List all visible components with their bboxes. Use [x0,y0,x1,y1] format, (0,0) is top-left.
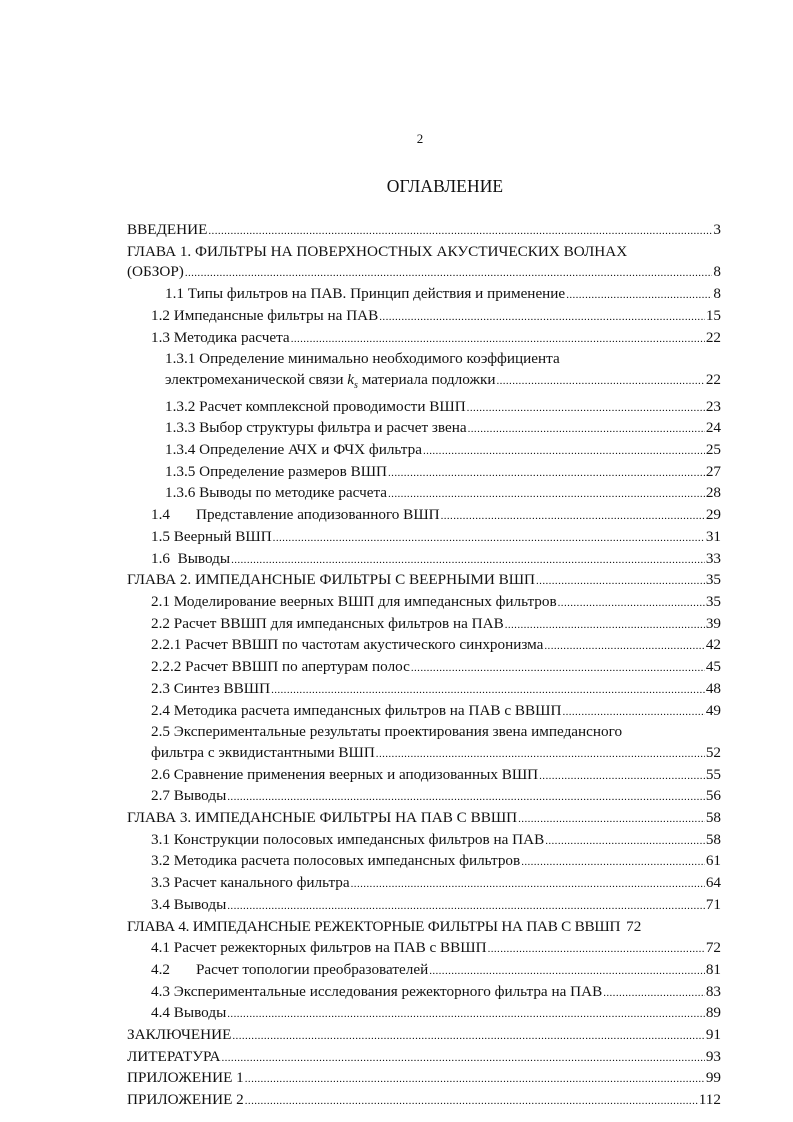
toc-entry-2-3[interactable] [127,679,721,701]
dot-leader [227,896,705,917]
toc-entry-page: 52 [705,743,721,761]
toc-entry-chapter-1[interactable] [127,262,721,284]
dot-leader [232,1026,704,1047]
toc-entry-page: 27 [705,462,721,480]
dot-leader [566,285,712,306]
toc-entry-label: 2.4 Методика расчета импедансных фильтров на ПАВ с ВВШП [151,701,562,719]
toc-entry-2-5-line1: 2.5 Экспериментальные результаты проектирования звена импедансного [151,723,623,741]
toc-entry-1-4[interactable] [127,505,721,527]
toc-entry-4-2[interactable] [127,960,721,982]
toc-entry-1-3-5[interactable] [127,462,721,484]
toc-entry-page: 22 [705,370,721,388]
toc-entry-1-3-6[interactable] [127,483,721,505]
dot-leader [558,593,705,614]
toc-entry-references[interactable] [127,1047,721,1069]
dot-leader [245,1069,705,1090]
dot-leader [227,787,705,808]
toc-entry-4-4[interactable] [127,1003,721,1025]
dot-leader [518,809,705,830]
toc-entry-page: 28 [705,484,721,502]
toc-entry-label: 3.4 Выводы [151,895,227,913]
toc-entry-label: 2.2.2 Расчет ВВШП по апертурам полос [151,658,410,676]
toc-entry-label: ПРИЛОЖЕНИЕ 2 [127,1091,244,1109]
toc-entry-label: 3.3 Расчет канального фильтра [151,874,350,892]
toc-entry-page: 24 [705,419,721,437]
dot-leader [603,983,705,1004]
toc-entry-page: 22 [705,328,721,346]
toc-entry-page: 39 [705,614,721,632]
toc-entry-label: 3.1 Конструкции полосовых импедансных фильтров на ПАВ [151,830,545,848]
toc-entry-page: 3 [713,221,721,238]
toc-entry-conclusion[interactable] [127,1025,721,1047]
toc-entry-4-1[interactable] [127,938,721,960]
toc-entry-label: 1.3.3 Выбор структуры фильтра и расчет звена [165,419,467,437]
toc-entry-1-5[interactable] [127,527,721,549]
toc-entry-2-4[interactable] [127,701,721,723]
toc-entry-page: 31 [705,527,721,545]
dot-leader [291,329,705,350]
toc-entry-2-6[interactable] [127,765,721,787]
toc-entry-label: 1.3.5 Определение размеров ВШП [165,462,388,480]
label-pre: электромеханической связи [165,370,344,388]
toc-entry-label: 1.3.6 Выводы по методике расчета [165,484,388,502]
toc-entry-label: 1.3 Методика расчета [151,328,290,346]
toc-entry-page: 35 [705,592,721,610]
toc-entry-label: ЛИТЕРАТУРА [127,1047,221,1065]
toc-entry-page: 81 [705,960,721,978]
toc-title: ОГЛАВЛЕНИЕ [386,176,504,196]
dot-leader [429,961,705,982]
dot-leader [231,550,705,571]
toc-entry-label: 2.3 Синтез ВВШП [151,679,271,697]
dot-leader [388,463,705,484]
toc-entry-page: 8 [713,263,721,281]
toc-entry-2-2-2[interactable] [127,657,721,679]
toc-entry-label: 4.4 Выводы [151,1004,227,1022]
toc-entry-page: 71 [705,895,721,913]
toc-entry-label: (ОБЗОР) [127,263,184,281]
toc-entry-page: 58 [705,830,721,848]
toc-entry-2-2-1[interactable] [127,635,721,657]
dot-leader [488,939,705,960]
dot-leader [185,263,713,284]
label-post: материала подложки [361,370,496,388]
toc-entry-page: 23 [705,397,721,415]
toc-entry-appendix-1[interactable] [127,1068,721,1090]
toc-entry-page: 45 [705,658,721,676]
dot-leader [505,615,705,636]
toc-entry-page: 72 [626,917,642,935]
toc-entry-1-3-1[interactable] [127,370,721,397]
dot-leader [273,528,705,549]
dot-leader [376,744,705,765]
toc-entry-page: 61 [705,852,721,870]
toc-entry-chapter-3[interactable] [127,808,721,830]
toc-entry-1-3-2[interactable] [127,397,721,419]
toc-entry-page: 91 [705,1026,721,1044]
toc-entry-label: 2.2.1 Расчет ВВШП по частотам акустического синхронизма [151,636,544,654]
toc-entry-chapter-4[interactable] [127,917,721,939]
toc-entry-2-5[interactable] [127,743,721,765]
toc-entry-label: 2.7 Выводы [151,787,227,805]
toc-entry-2-7[interactable] [127,786,721,808]
dot-leader [208,221,712,242]
toc-entry-page: 83 [705,982,721,1000]
toc-entry-3-1[interactable] [127,830,721,852]
dot-leader [562,702,704,723]
toc-entry-page: 89 [705,1004,721,1022]
ks-symbol: $k_s$ [347,370,358,391]
dot-leader [521,852,705,873]
toc-entry-label: 1.4 Представление аподизованного ВШП [151,506,440,524]
toc-entry-1-3-4[interactable] [127,440,721,462]
toc-entry-chapter-1-line1: ГЛАВА 1. ФИЛЬТРЫ НА ПОВЕРХНОСТНЫХ АКУСТИЧЕСКИХ ВОЛНАХ [127,242,628,260]
toc-entry-1-3-1-line1: 1.3.1 Определение минимально необходимого коэффициента [165,350,560,368]
toc-entry-page: 15 [705,306,721,324]
toc-entry-page: 8 [713,285,721,303]
dot-leader [441,506,705,527]
toc-entry-3-4[interactable] [127,895,721,917]
toc-entry-1-2[interactable] [127,306,721,328]
dot-leader [221,1048,704,1069]
toc-entry-page: 48 [705,679,721,697]
table-of-contents [127,220,721,1112]
toc-entry-label: 4.1 Расчет режекторных фильтров на ПАВ с ВВШП [151,939,487,957]
dot-leader [411,658,705,679]
toc-entry-label: 1.6 Выводы [151,549,231,567]
toc-entry-page: 58 [705,809,721,827]
dot-leader [423,441,705,462]
toc-entry-page: 29 [705,506,721,524]
dot-leader [351,874,705,895]
dot-leader [496,371,704,392]
toc-entry-label: ГЛАВА 3. ИМПЕДАНСНЫЕ ФИЛЬТРЫ НА ПАВ С ВВШП [127,809,518,827]
toc-entry-1-3[interactable] [127,328,721,350]
toc-entry-label: 2.1 Моделирование веерных ВШП для импедансных фильтров [151,592,557,610]
dot-leader [227,1004,705,1025]
toc-entry-page: 35 [705,571,721,589]
toc-entry-label: ГЛАВА 4. ИМПЕДАНСНЫЕ РЕЖЕКТОРНЫЕ ФИЛЬТРЫ НА ПАВ С ВВШП [127,917,621,935]
dot-leader [468,419,705,440]
toc-entry-page: 72 [705,939,721,957]
toc-entry-page: 25 [705,441,721,459]
dot-leader [467,398,705,419]
toc-entry-label: ВВЕДЕНИЕ [127,221,208,238]
toc-entry-label: 2.2 Расчет ВВШП для импедансных фильтров на ПАВ [151,614,504,632]
toc-entry-label: фильтра с эквидистантными ВШП [151,743,375,761]
toc-entry-page: 55 [705,765,721,783]
toc-entry-1-6[interactable] [127,549,721,571]
toc-entry-label [165,370,495,397]
toc-entry-label: 3.2 Методика расчета полосовых импедансных фильтров [151,852,521,870]
toc-entry-2-1[interactable] [127,592,721,614]
toc-entry-label: 4.2 Расчет топологии преобразователей [151,960,429,978]
dot-leader [545,831,705,852]
dot-leader [379,307,705,328]
toc-entry-2-2[interactable] [127,614,721,636]
toc-entry-page: 99 [705,1069,721,1087]
toc-entry-1-3-3[interactable] [127,418,721,440]
toc-entry-chapter-2[interactable] [127,570,721,592]
toc-entry-3-3[interactable] [127,873,721,895]
page-number: 2 [416,131,424,146]
toc-entry-page: 42 [705,636,721,654]
dot-leader [536,571,705,592]
dot-leader [544,636,704,657]
toc-entry-label: 1.5 Веерный ВШП [151,527,272,545]
toc-entry-page: 56 [705,787,721,805]
toc-entry-label: 1.2 Импедансные фильтры на ПАВ [151,306,379,324]
toc-entry-label: 1.3.2 Расчет комплексной проводимости ВШП [165,397,466,415]
dot-leader [539,766,705,787]
toc-entry-3-2[interactable] [127,851,721,873]
toc-entry-1-1[interactable] [127,284,721,306]
dot-leader [388,484,705,505]
toc-entry-page: 33 [705,549,721,567]
toc-entry-label: 1.3.4 Определение АЧХ и ФЧХ фильтра [165,441,422,459]
toc-entry-label: ПРИЛОЖЕНИЕ 1 [127,1069,244,1087]
toc-entry-label: 1.1 Типы фильтров на ПАВ. Принцип действия и применение [165,285,566,303]
toc-entry-label: ЗАКЛЮЧЕНИЕ [127,1026,232,1044]
toc-entry-4-3[interactable] [127,982,721,1004]
toc-entry-page: 64 [705,874,721,892]
toc-entry-label: ГЛАВА 2. ИМПЕДАНСНЫЕ ФИЛЬТРЫ С ВЕЕРНЫМИ ВШП [127,571,536,589]
toc-entry-page: 93 [705,1047,721,1065]
toc-entry-appendix-2[interactable] [127,1090,721,1112]
toc-entry-page: 49 [705,701,721,719]
toc-entry-introduction[interactable] [127,220,721,242]
toc-entry-label: 2.6 Сравнение применения веерных и аподизованных ВШП [151,765,539,783]
toc-entry-page: 112 [698,1091,721,1109]
toc-entry-label: 4.3 Экспериментальные исследования режекторного фильтра на ПАВ [151,982,603,1000]
dot-leader [271,680,705,701]
dot-leader [245,1091,698,1112]
